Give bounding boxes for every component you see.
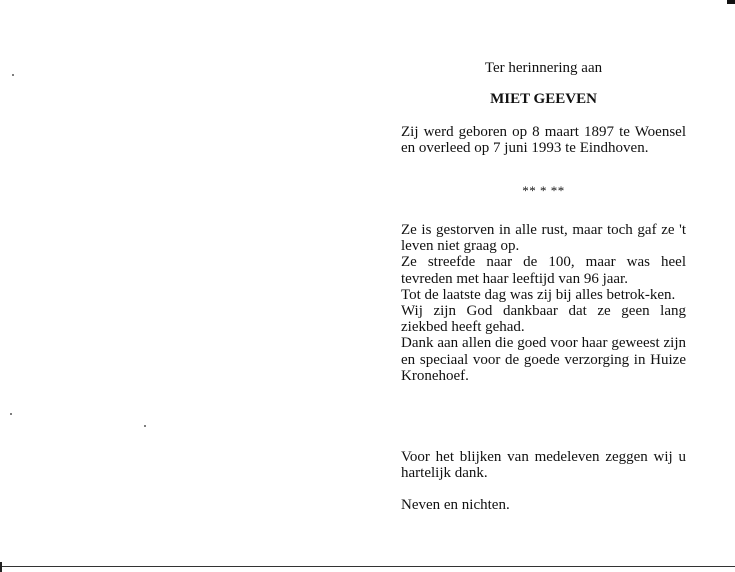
body-paragraph: Ze is gestorven in alle rust, maar toch gaf ze 't leven niet graag op.: [401, 222, 686, 255]
separator-stars: ** * **: [522, 183, 565, 198]
scan-speck: [10, 413, 12, 415]
deceased-name: MIET GEEVEN: [490, 91, 597, 107]
memorial-body: [401, 222, 686, 384]
body-paragraph: Tot de laatste dag was zij bij alles betrok-ken.: [401, 286, 676, 303]
intro-heading: Ter herinnering aan: [484, 60, 603, 76]
bottom-border-line: [0, 566, 735, 567]
body-paragraph: Wij zijn God dankbaar dat ze geen lang ziekbed heeft gehad.: [401, 303, 686, 336]
scan-speck: [12, 74, 14, 76]
thanks-text: Voor het blijken van medeleven zeggen wij u hartelijk dank.: [401, 449, 686, 482]
body-paragraph: Ze streefde naar de 100, maar was heel tevreden met haar leeftijd van 96 jaar.: [401, 254, 686, 287]
bottom-left-tick: [0, 562, 2, 572]
birth-death-text: Zij werd geboren op 8 maart 1897 te Woensel en overleed op 7 juni 1993 te Eindhoven.: [401, 124, 686, 157]
scan-speck: [144, 425, 146, 427]
signature-text: Neven en nichten.: [401, 497, 510, 513]
corner-scan-mark: [727, 0, 735, 4]
body-paragraph: Dank aan allen die goed voor haar geweest zijn en speciaal voor de goede verzorging in Huize Kronehoef.: [401, 335, 686, 384]
